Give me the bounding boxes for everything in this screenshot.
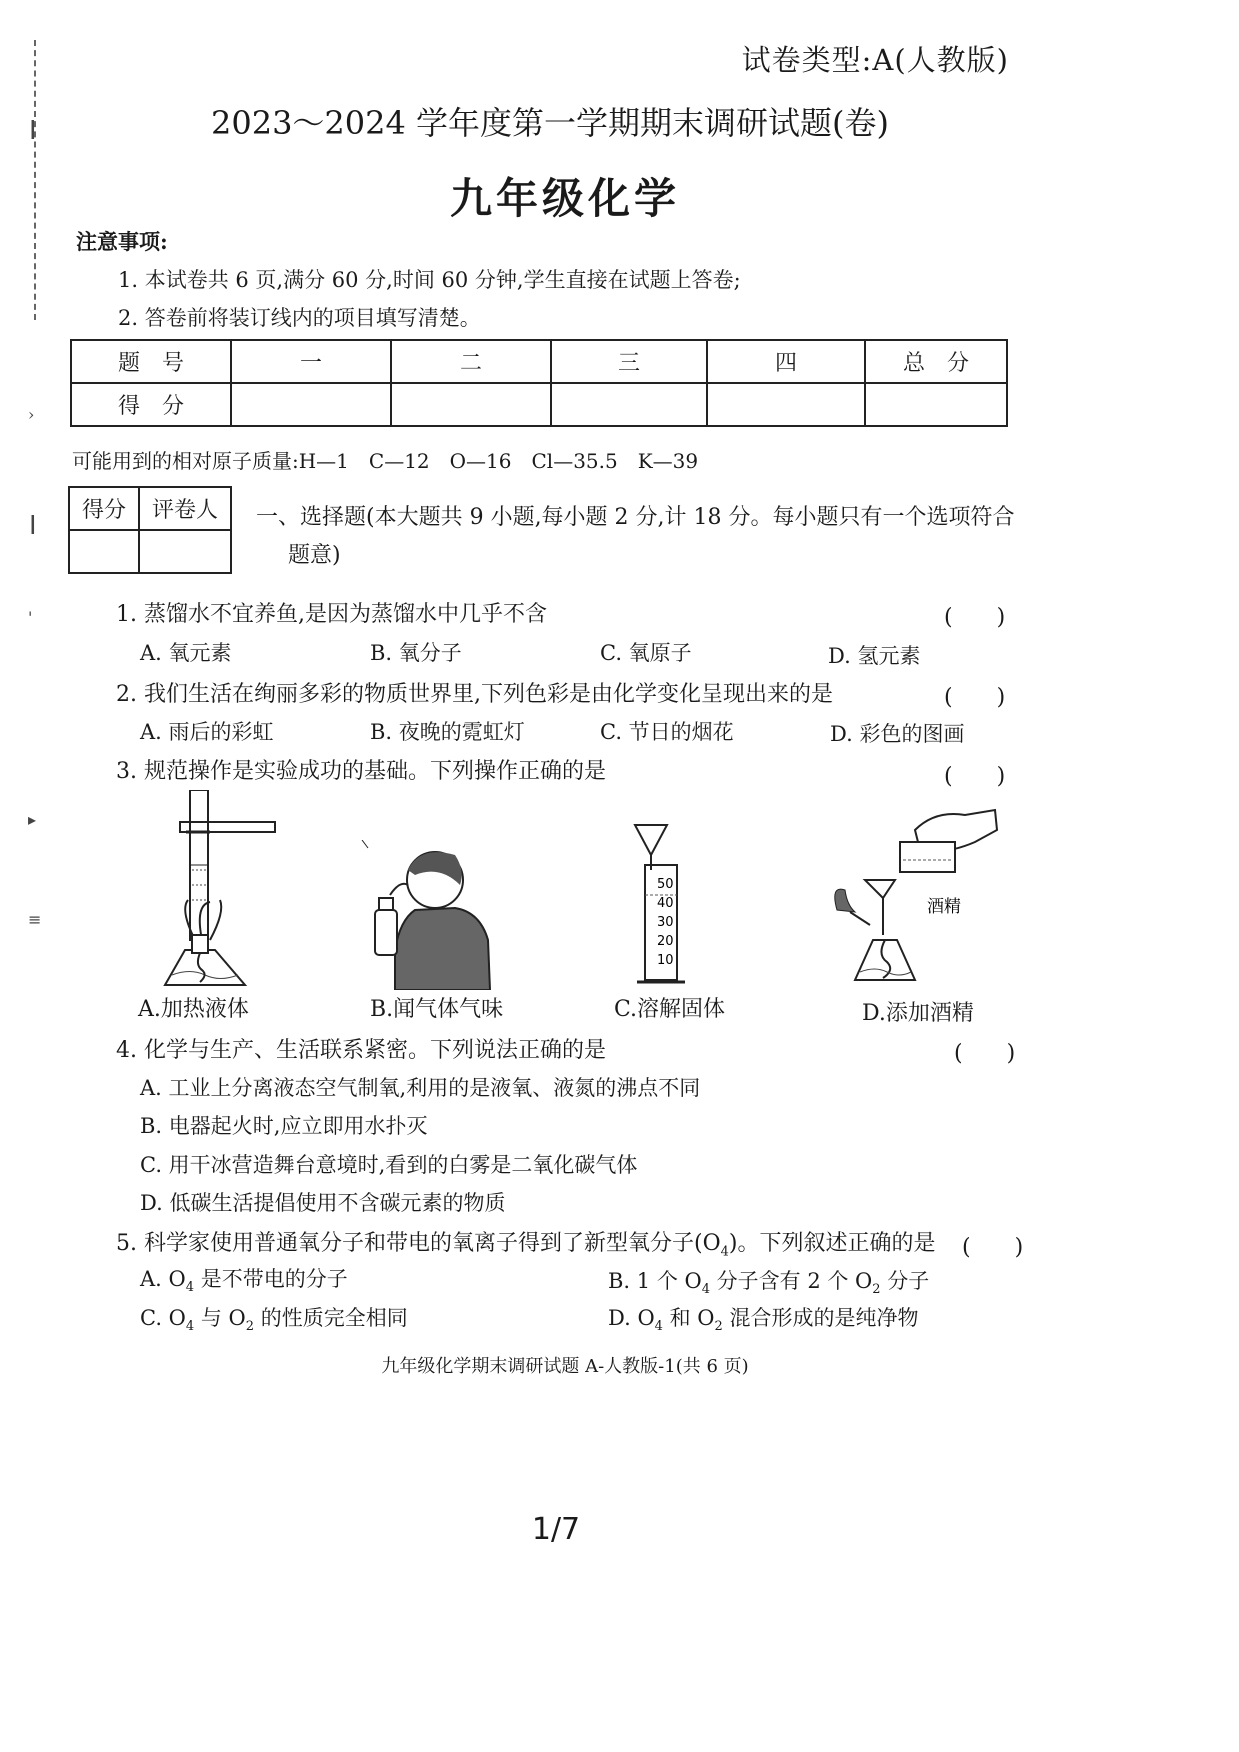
- subscript: 4: [701, 1282, 710, 1298]
- note-item: 2. 答卷前将装订线内的项目填写清楚。: [118, 306, 481, 330]
- option-text: C. O: [140, 1306, 186, 1330]
- note-item: 1. 本试卷共 6 页,满分 60 分,时间 60 分钟,学生直接在试题上答卷;: [118, 268, 741, 292]
- question-stem: 2. 我们生活在绚丽多彩的物质世界里,下列色彩是由化学变化呈现出来的是: [116, 682, 833, 707]
- score-table-header: 一: [231, 340, 391, 383]
- score-cell[interactable]: [551, 383, 707, 426]
- doc-type: 试卷类型:A(人教版): [741, 43, 1009, 77]
- figure-adding-alcohol: [825, 800, 1015, 990]
- option-a: A. 雨后的彩虹: [140, 720, 274, 744]
- question-stem: 4. 化学与生产、生活联系紧密。下列说法正确的是: [116, 1038, 606, 1063]
- score-table-header: 四: [707, 340, 865, 383]
- option-text: 混合形成的是纯净物: [722, 1306, 919, 1330]
- option-text: 分子含有 2 个 O: [710, 1269, 873, 1293]
- margin-mark: ≡: [28, 910, 42, 929]
- cylinder-tick-label: 10: [657, 953, 674, 968]
- margin-mark: ┃: [28, 120, 38, 139]
- subscript: 4: [185, 1319, 195, 1335]
- section-heading-cont: 题意): [288, 543, 341, 568]
- score-cell[interactable]: [391, 383, 551, 426]
- page-footer: 九年级化学期末调研试题 A-人教版-1(共 6 页): [381, 1356, 749, 1377]
- option-text: 是不带电的分子: [194, 1267, 348, 1291]
- doc-subtitle: 九年级化学: [449, 174, 680, 223]
- option-text: A. O: [140, 1267, 186, 1291]
- option-d: D. 彩色的图画: [830, 722, 965, 746]
- subscript: 2: [872, 1282, 881, 1298]
- option-d: D. 低碳生活提倡使用不含碳元素的物质: [140, 1191, 506, 1215]
- subscript: 4: [720, 1244, 729, 1260]
- score-row-label: 得 分: [71, 383, 231, 426]
- margin-mark: ›: [28, 405, 35, 424]
- cylinder-tick-label: 40: [657, 896, 674, 911]
- answer-paren[interactable]: ( ): [944, 764, 1006, 789]
- option-d: [608, 1302, 918, 1334]
- figure-smelling-gas: [360, 840, 500, 990]
- figure-measuring-cylinder: [625, 820, 705, 990]
- figure-heating-liquid: [150, 790, 290, 990]
- figure-caption-d: D.添加酒精: [862, 1001, 974, 1026]
- section-heading: 一、选择题(本大题共 9 小题,每小题 2 分,计 18 分。每小题只有一个选项符合: [256, 505, 1015, 530]
- option-a: A. 氧元素: [140, 641, 232, 665]
- atomic-masses: 可能用到的相对原子质量:H—1 C—12 O—16 Cl—35.5 K—39: [72, 449, 699, 473]
- option-text: 分子: [880, 1269, 930, 1293]
- option-b: [608, 1265, 929, 1297]
- answer-paren[interactable]: ( ): [944, 605, 1006, 630]
- question-stem: 1. 蒸馏水不宜养鱼,是因为蒸馏水中几乎不含: [116, 602, 547, 627]
- doc-title: 2023～2024 学年度第一学期期末调研试题(卷): [210, 104, 890, 142]
- option-b: B. 氧分子: [370, 641, 462, 665]
- option-text: 的性质完全相同: [254, 1306, 408, 1330]
- stem-text: 5. 科学家使用普通氧分子和带电的氧离子得到了新型氧分子(O: [116, 1231, 721, 1256]
- score-table-header: 总 分: [865, 340, 1007, 383]
- figure-caption-b: B.闻气体气味: [370, 997, 504, 1022]
- option-a: A. 工业上分离液态空气制氧,利用的是液氧、液氮的沸点不同: [140, 1076, 701, 1100]
- grader-box-grader-label: 评卷人: [139, 487, 231, 530]
- option-c: [140, 1302, 408, 1334]
- question-stem: [116, 1226, 935, 1259]
- figure-caption-c: C.溶解固体: [614, 997, 726, 1022]
- cylinder-tick-label: 20: [657, 934, 674, 949]
- page-indicator: 1/7: [531, 1512, 581, 1547]
- figure-caption-a: A.加热液体: [138, 997, 249, 1022]
- question-stem: 3. 规范操作是实验成功的基础。下列操作正确的是: [116, 759, 606, 784]
- score-table-header: 三: [551, 340, 707, 383]
- stem-text: )。下列叙述正确的是: [728, 1231, 936, 1256]
- option-c: C. 氧原子: [600, 641, 692, 665]
- subscript: 4: [185, 1280, 195, 1296]
- answer-paren[interactable]: ( ): [954, 1041, 1016, 1066]
- score-table: [70, 339, 1008, 427]
- option-c: C. 用干冰营造舞台意境时,看到的白雾是二氧化碳气体: [140, 1153, 638, 1177]
- margin-mark: ▸: [28, 810, 37, 829]
- option-a: [140, 1263, 348, 1295]
- cylinder-tick-label: 50: [657, 877, 674, 892]
- option-b: B. 电器起火时,应立即用水扑灭: [140, 1114, 428, 1138]
- score-cell[interactable]: [707, 383, 865, 426]
- option-text: D. O: [608, 1306, 655, 1330]
- option-d: D. 氢元素: [828, 644, 921, 668]
- option-text: 与 O: [194, 1306, 246, 1330]
- answer-paren[interactable]: ( ): [944, 685, 1006, 710]
- grader-box: [68, 486, 232, 574]
- subscript: 2: [245, 1319, 255, 1335]
- score-cell[interactable]: [231, 383, 391, 426]
- grader-name-cell[interactable]: [139, 530, 231, 573]
- cylinder-tick-label: 30: [657, 915, 674, 930]
- margin-mark: ┃: [28, 515, 38, 534]
- score-cell[interactable]: [865, 383, 1007, 426]
- margin-mark: ': [28, 608, 33, 627]
- answer-paren[interactable]: ( ): [962, 1235, 1024, 1260]
- grader-box-score-label: 得分: [69, 487, 139, 530]
- option-text: 和 O: [662, 1306, 715, 1330]
- notes-heading: 注意事项:: [76, 229, 168, 254]
- subscript: 2: [714, 1319, 723, 1335]
- option-c: C. 节日的烟花: [600, 720, 734, 744]
- option-text: B. 1 个 O: [608, 1269, 702, 1293]
- grader-score-cell[interactable]: [69, 530, 139, 573]
- alcohol-label: 酒精: [927, 897, 961, 917]
- option-b: B. 夜晚的霓虹灯: [370, 720, 525, 744]
- score-table-header: 题 号: [71, 340, 231, 383]
- subscript: 4: [654, 1319, 663, 1335]
- score-table-header: 二: [391, 340, 551, 383]
